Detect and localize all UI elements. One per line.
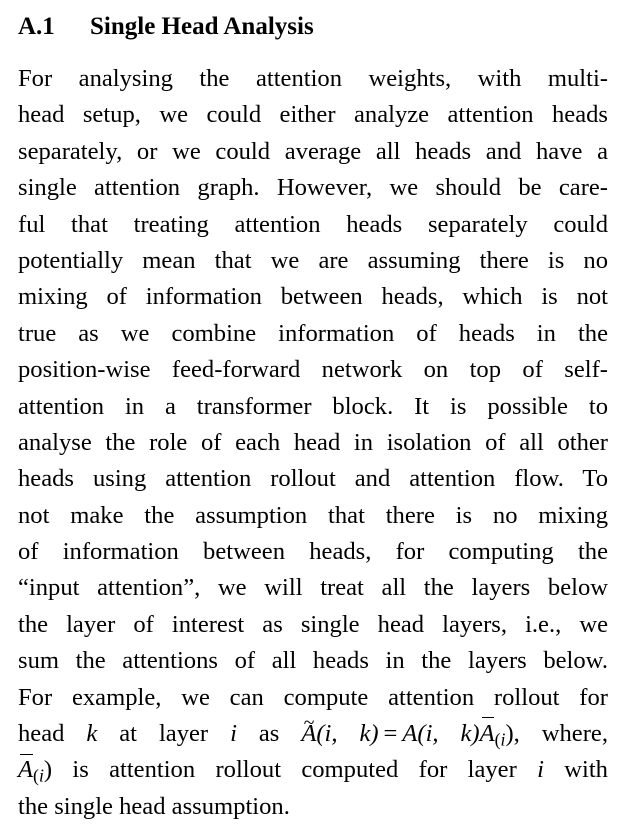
text-line: the single head assumption. — [18, 792, 290, 820]
A-bar: A — [480, 716, 495, 752]
text-line: position-wise feed-forward network on top of self- — [18, 356, 608, 384]
text-line: sum the attentions of all heads in the layers below. — [18, 647, 608, 675]
A-tilde: ~ A — [301, 716, 316, 752]
section-title: Single Head Analysis — [90, 13, 314, 40]
text-line: mixing of information between heads, which is not — [18, 283, 608, 311]
section-heading — [18, 10, 608, 44]
A-bar-i: $A_{(i}$) — [18, 756, 52, 783]
text-line: For example, we can compute attention rollout for — [18, 683, 608, 711]
math-i: i — [537, 756, 544, 784]
text-line-with-formula: $A_{(i}$) is attention rollout computed for layer i with — [18, 752, 608, 788]
text-line: attention in a transformer block. It is possible to — [18, 392, 608, 420]
text-line: For analysing the attention weights, with multi- — [18, 65, 608, 92]
paragraph — [18, 61, 608, 825]
text-line: the layer of interest as single head layers, i.e., we — [18, 610, 608, 638]
text-line: heads using attention rollout and attention flow. To — [18, 465, 608, 493]
text-line: not make the assumption that there is no mixing — [18, 501, 608, 529]
math-k: k — [86, 720, 98, 748]
text-line: true as we combine information of heads in the — [18, 319, 608, 347]
text-line-with-formula: head k at layer i as ~ A(i, k) = A(i, $k)A_{(i}$), where, — [18, 716, 608, 752]
rollout-formula: ~ A(i, k) = A(i, $k)A_{(i}$ — [301, 720, 505, 747]
section-number: A.1 — [18, 13, 55, 40]
text-line: “input attention”, we will treat all the layers below — [18, 574, 608, 602]
text-line: head setup, we could either analyze attention heads — [18, 101, 608, 129]
text-line: potentially mean that we are assuming there is no — [18, 246, 608, 274]
text-line: analyse the role of each head in isolation of all other — [18, 428, 608, 456]
appendix-section — [18, 10, 608, 825]
text-line: separately, or we could average all heads and have a — [18, 137, 608, 165]
text-line: of information between heads, for computing the — [18, 538, 608, 566]
text-line: ful that treating attention heads separately could — [18, 210, 608, 238]
math-i: i — [230, 720, 237, 748]
text-line: single attention graph. However, we should be care- — [18, 174, 608, 202]
